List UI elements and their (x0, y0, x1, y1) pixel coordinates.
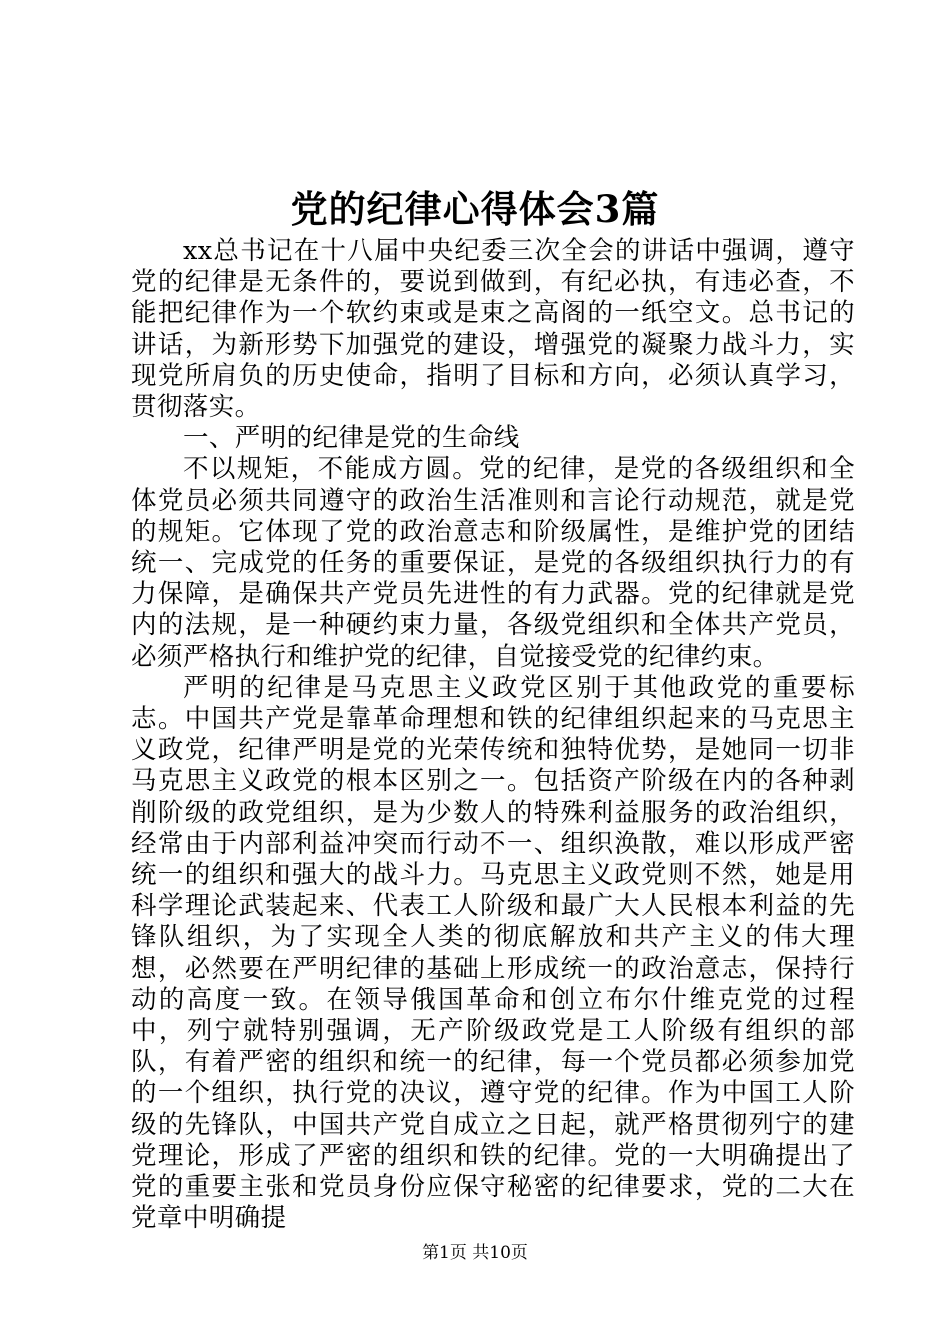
paragraph-rules: 不以规矩，不能成方圆。党的纪律，是党的各级组织和全体党员必须共同遵守的政治生活准则和言论行动规范，就是党的规矩。它体现了党的政治意志和阶级属性，是维护党的团结统一、完成党的任务的重要保证，是党的各级组织执行力的有力保障，是确保共产党员先进性的有力武器。党的纪律就是党内的法规，是一种硬约束力量，各级党组织和全体共产党员，必须严格执行和维护党的纪律，自觉接受党的纪律约束。 (131, 454, 855, 672)
paragraph-intro: xx总书记在十八届中央纪委三次全会的讲话中强调，遵守党的纪律是无条件的，要说到做到，有纪必执，有违必查，不能把纪律作为一个软约束或是束之高阁的一纸空文。总书记的讲话，为新形势下加强党的建设，增强党的凝聚力战斗力，实现党所肩负的历史使命，指明了目标和方向，必须认真学习，贯彻落实。 (131, 236, 855, 423)
document-title: 党的纪律心得体会3篇 (290, 187, 660, 231)
section-heading-1: 一、严明的纪律是党的生命线 (183, 423, 520, 454)
paragraph-marxist-party: 严明的纪律是马克思主义政党区别于其他政党的重要标志。中国共产党是靠革命理想和铁的纪律组织起来的马克思主义政党，纪律严明是党的光荣传统和独特优势，是她同一切非马克思主义政党的根本区别之一。包括资产阶级在内的各种剥削阶级的政党组织，是为少数人的特殊利益服务的政治组织，经常由于内部利益冲突而行动不一、组织涣散，难以形成严密统一的组织和强大的战斗力。马克思主义政党则不然，她是用科学理论武装起来、代表工人阶级和最广大人民根本利益的先锋队组织，为了实现全人类的彻底解放和共产主义的伟大理想，必然要在严明纪律的基础上形成统一的政治意志，保持行动的高度一致。在领导俄国革命和创立布尔什维克党的过程中，列宁就特别强调，无产阶级政党是工人阶级有组织的部队，有着严密的组织和统一的纪律，每一个党员都必须参加党的一个组织，执行党的决议，遵守党的纪律。作为中国工人阶级的先锋队，中国共产党自成立之日起，就严格贯彻列宁的建党理论，形成了严密的组织和铁的纪律。党的一大明确提出了党的重要主张和党员身份应保守秘密的纪律要求，党的二大在党章中明确提 (131, 672, 855, 1234)
page-footer: 第1页 共10页 (422, 1243, 528, 1263)
document-body (131, 236, 855, 1235)
